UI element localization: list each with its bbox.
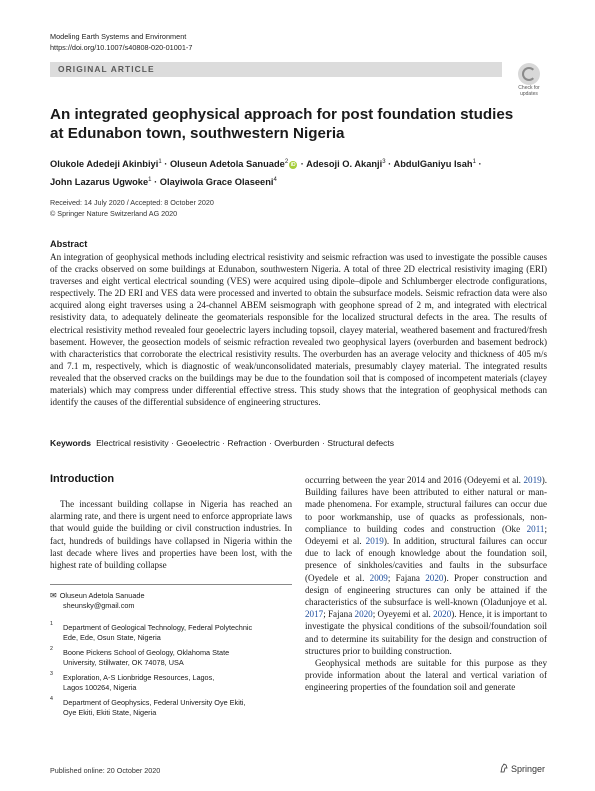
citation-link[interactable]: 2019 bbox=[365, 536, 384, 547]
published-online: Published online: 20 October 2020 bbox=[50, 766, 161, 775]
intro-column-right bbox=[305, 474, 547, 694]
intro-paragraph-1: occurring between the year 2014 and 2016 (Odeyemi et al. 2019). Building failures have been attributed to either natural or man-made phenomena. For example, structural failures can occur due to poor workmanship, use of quacks as professionals, non-compliance to building codes and construction (Oke 2011; Odeyemi et al. 2019). In addition, structural failures can occur due to lack of enough knowledge about the foundation soil, presence of sinkholes/cavities and faults in the subsurface (Oyedele et al. 2009; Fajana 2020). Proper construction and design of engineering structures can only be attained if the characteristics of the subsurface is well-known (Oladunjoye et al. 2017; Fajana 2020; Oyeyemi et al. 2020). Hence, it is important to investigate the physical conditions of the subsoil/foundation soil and to determine its suitability for the design and construction of structures prior to building construction. bbox=[305, 475, 547, 656]
keywords-list: Electrical resistivity · Geoelectric · Refraction · Overburden · Structural defects bbox=[96, 438, 395, 448]
author-list: Olukole Adedeji Akinbiyi$^1$ · Oluseun Adetola Sanuade$^2$iD · Adesoji O. Akanji$^3$ · AbdulGaniyu Isah$^1$ · John Lazarus Ugwoke$^1$ · Olayiwola Grace Olaseeni$^4$ bbox=[50, 159, 482, 187]
keywords-heading: Keywords bbox=[50, 438, 92, 448]
author-name: Olukole Adedeji Akinbiyi bbox=[50, 159, 159, 170]
intro-paragraph-left: The incessant building collapse in Nigeria has reached an alarming rate, and there is urgent need to enforce appropriate laws that would guide the building or civil construction industries. In fact, hundreds of buildings have collapsed in Nigeria within the last decade where lives and properties have been lost, with the highest rate of building collapse bbox=[50, 499, 292, 571]
corresponding-email[interactable]: sheunsky@gmail.com bbox=[63, 600, 135, 610]
received-accepted: Received: 14 July 2020 / Accepted: 8 October 2020 bbox=[50, 198, 214, 207]
citation-link[interactable]: 2019 bbox=[523, 475, 542, 485]
refresh-icon bbox=[518, 63, 540, 85]
abstract-heading: Abstract bbox=[50, 239, 88, 249]
journal-name: Modeling Earth Systems and Environment bbox=[50, 32, 187, 41]
citation-link[interactable]: 2020 bbox=[425, 572, 444, 583]
author-name: Adesoji O. Akanji bbox=[306, 159, 383, 170]
author-name: Olayiwola Grace Olaseeni bbox=[159, 176, 274, 187]
affiliation: 1 Department of Geological Technology, Federal Polytechnic Ede, Ede, Osun State, Nigeria bbox=[50, 621, 253, 642]
doi-link[interactable]: https://doi.org/10.1007/s40808-020-01001-7 bbox=[50, 43, 193, 52]
article-dates bbox=[50, 198, 214, 219]
citation-link[interactable]: 2011 bbox=[526, 523, 545, 534]
footnote-divider bbox=[50, 584, 292, 585]
check-for-updates-badge[interactable] bbox=[512, 63, 546, 99]
corresponding-author bbox=[50, 591, 145, 610]
journal-header bbox=[50, 31, 192, 53]
citation-link[interactable]: 2020 bbox=[354, 609, 373, 620]
publisher-logo bbox=[500, 763, 545, 774]
affiliation: 3 Exploration, A-S Lionbridge Resources, Lagos, Lagos 100264, Nigeria bbox=[50, 671, 215, 692]
abstract-text: An integration of geophysical methods including electrical resistivity and seismic refraction was used to investigate the possible causes of the cracks observed on some buildings at Edunabon, southwestern Nigeria. A total of three 2D electrical resistivity imaging (ERI) traverses and eight vertical electrical sounding (VES) were acquired using dipole–dipole and Schlumberger electrode configurations, respectively. The 2D ERI and VES data were processed and inverted to obtain the subsurface models. Seismic refraction data were also acquired along eight traverses using a 24-channel ABEM seismograph with geophone spread of 2 m, and integrated with electrical resistivity data, to adequately delineate the geomaterials responsible for the localized structural defects in the area. The results of electrical resistivity method revealed four geoelectric layers including topsoil, clayey material, weathered basement and fractured/fresh basement. However, the geosection models of seismic refraction revealed two geophysical layers (overburden and basement bedrock) with characteristics that corroborate the electrical resistivity results. The overburden has an average velocity and thickness of 405 m/s and 7.1 m, respectively, which is diagnostic of weak/unconsolidated materials, presumably clayey material. The integrated results revealed that the observed cracks on the buildings may be due to the foundation soil that is composed of incompetent materials (clayey materials) which may compress under differential effective stress. This study shows that the integration of geophysical methods can identify the causes of the differential subsidence of engineering structures. bbox=[50, 252, 547, 408]
citation-link[interactable]: 2009 bbox=[369, 572, 388, 583]
publisher-name: Springer bbox=[511, 764, 546, 774]
springer-horse-icon bbox=[500, 763, 508, 773]
author-name: John Lazarus Ugwoke bbox=[50, 176, 149, 187]
envelope-icon: ✉ bbox=[50, 591, 57, 600]
introduction-heading: Introduction bbox=[50, 473, 115, 485]
corresponding-name: Oluseun Adetola Sanuade bbox=[59, 591, 145, 600]
author-name: Oluseun Adetola Sanuade bbox=[169, 159, 285, 170]
intro-paragraph-2: Geophysical methods are suitable for this purpose as they provide information about the lateral and vertical variation of engineering properties of the foundation soil and generate bbox=[305, 658, 547, 693]
keywords bbox=[50, 438, 547, 448]
affiliation: 4 Department of Geophysics, Federal University Oye Ekiti, Oye Ekiti, Ekiti State, Nigeria bbox=[50, 696, 246, 717]
orcid-icon[interactable]: iD bbox=[290, 162, 296, 169]
check-updates-label: Check for updates bbox=[518, 85, 540, 97]
article-type: ORIGINAL ARTICLE bbox=[58, 64, 155, 74]
citation-link[interactable]: 2017 bbox=[305, 609, 324, 620]
affiliation: 2 Boone Pickens School of Geology, Oklahoma State University, Stillwater, OK 74078, USA bbox=[50, 646, 230, 667]
author-name: AbdulGaniyu Isah bbox=[393, 159, 473, 170]
copyright: © Springer Nature Switzerland AG 2020 bbox=[50, 208, 178, 218]
paper-title: An integrated geophysical approach for post foundation studies at Edunabon town, southwestern Nigeria bbox=[50, 106, 514, 142]
citation-link[interactable]: 2020 bbox=[433, 609, 452, 620]
